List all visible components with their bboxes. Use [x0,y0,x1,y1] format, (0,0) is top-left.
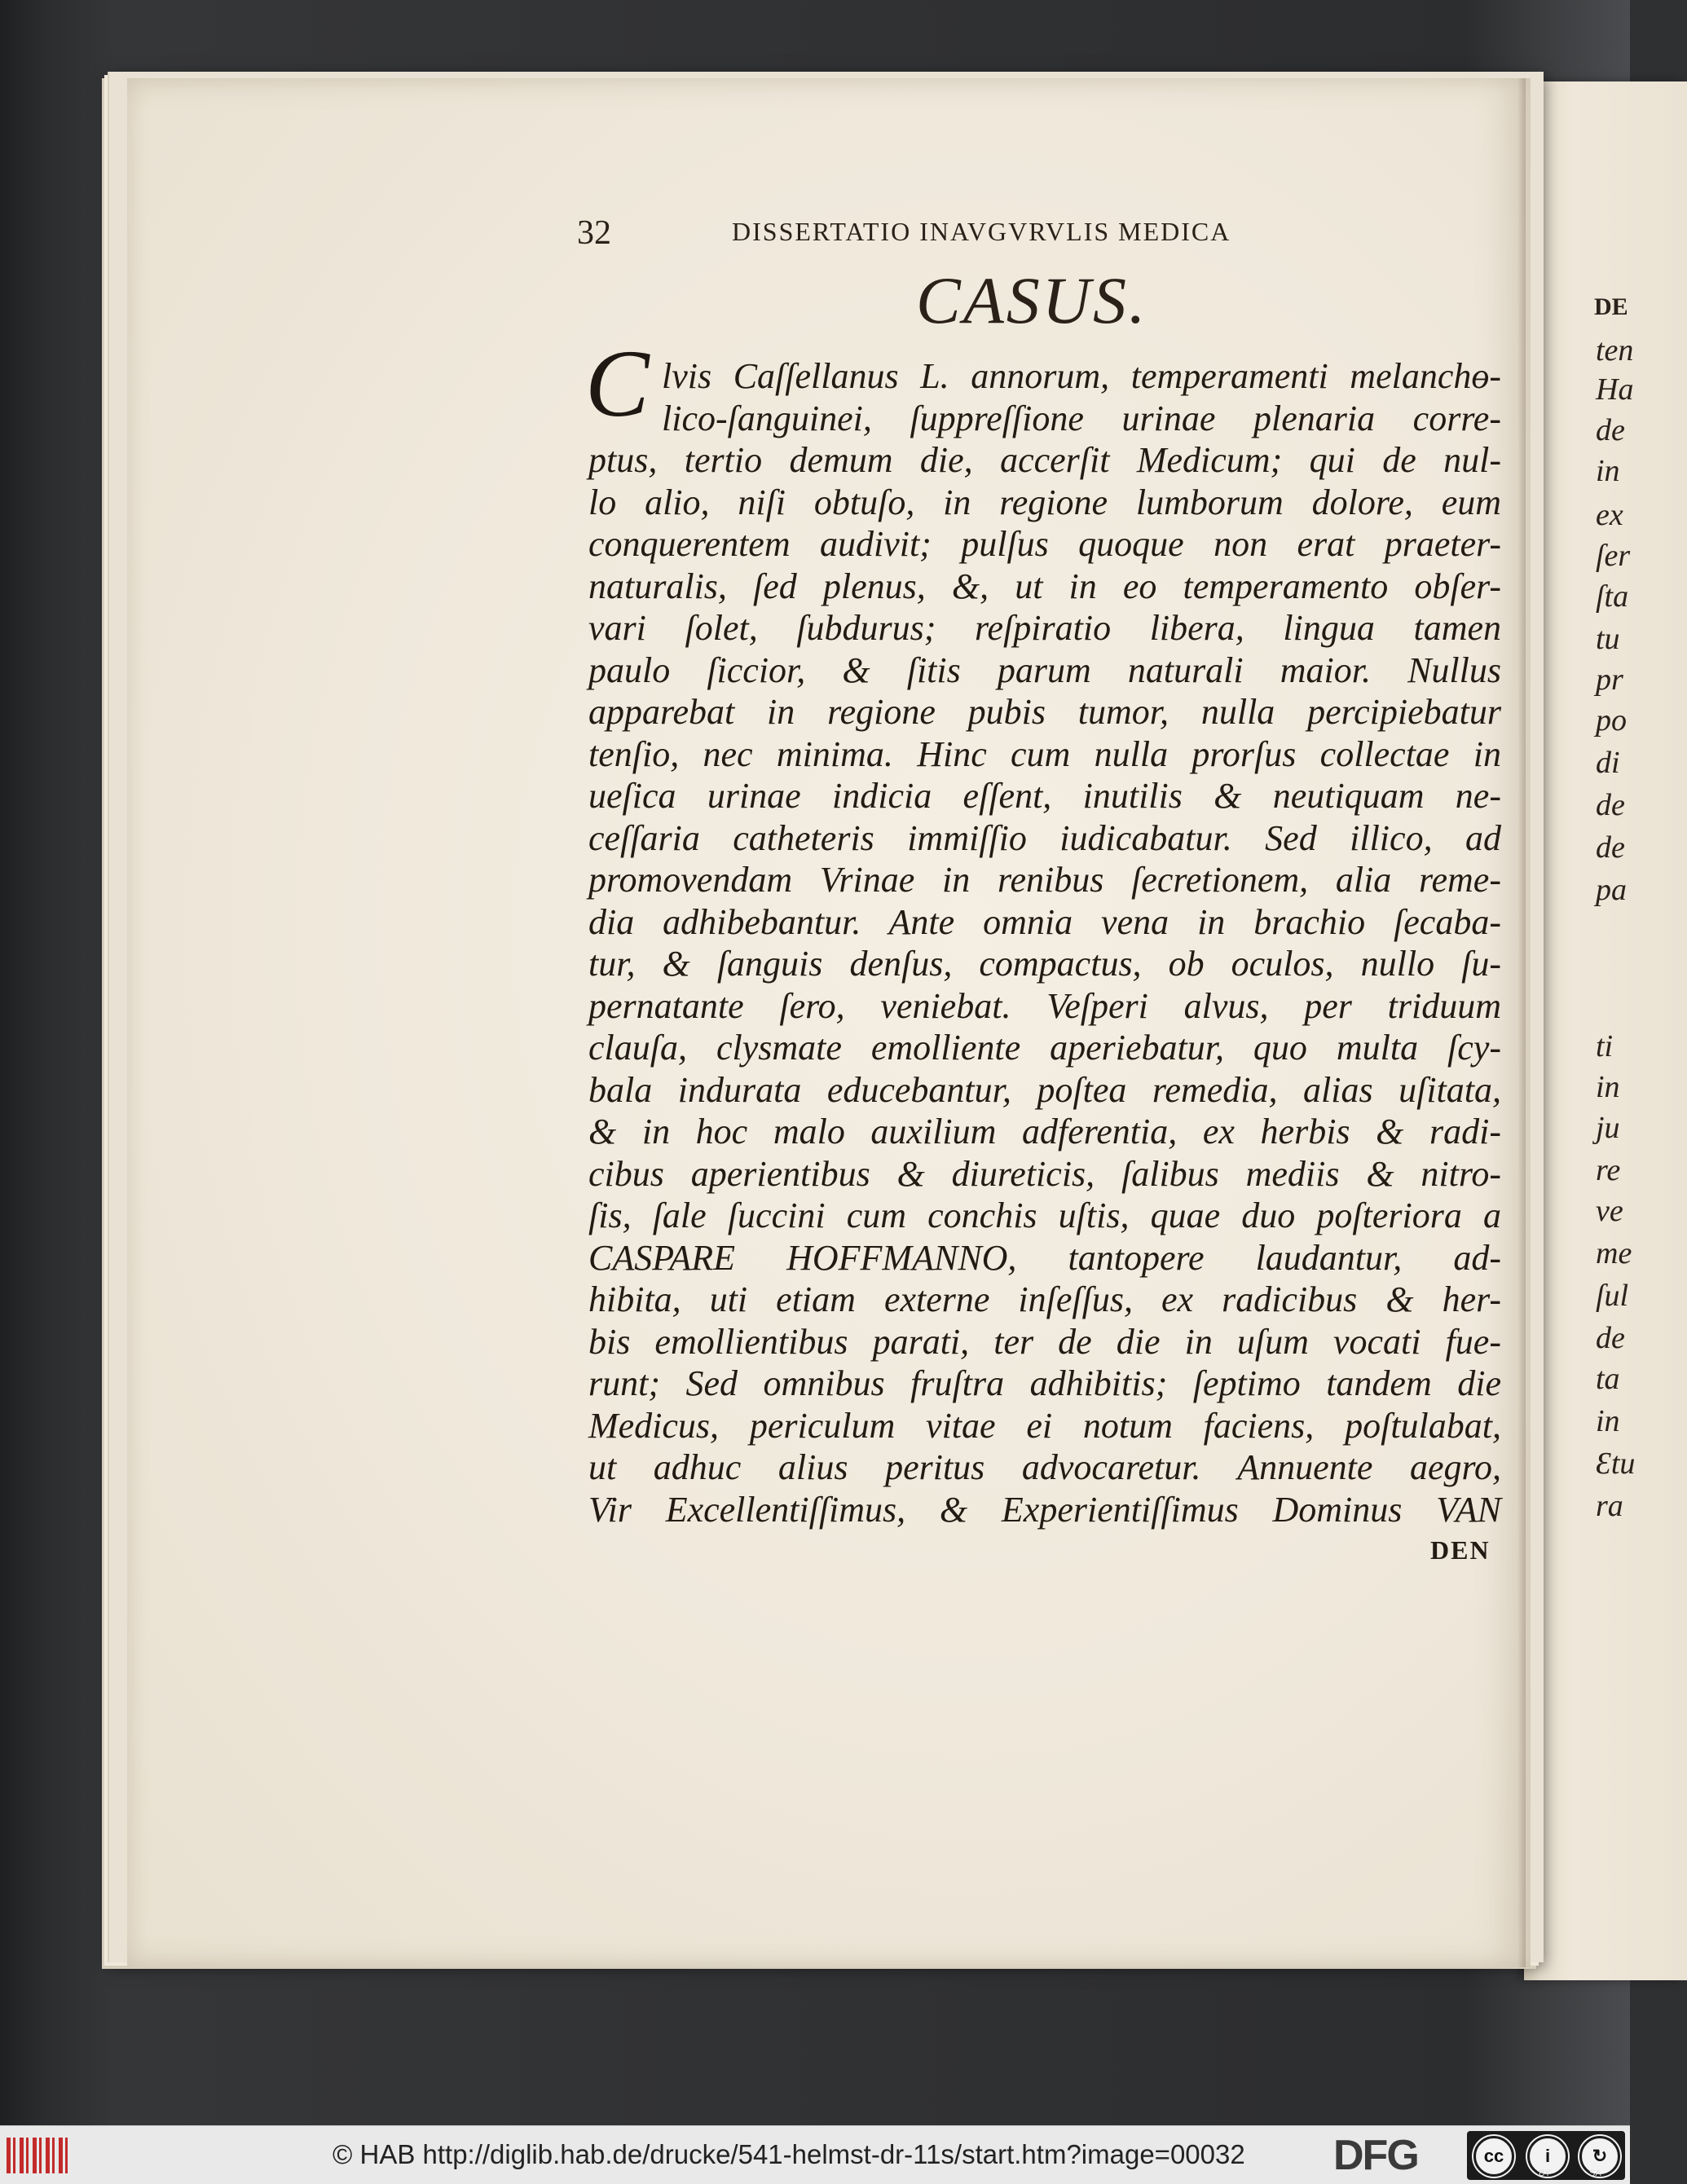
gutter-shadow [1517,78,1526,1967]
text-line: conquerentem audivit; pulſus quoque non erat praeter- [588,524,1501,564]
share-alike-icon: ↻ [1579,2136,1620,2177]
text-line: tur, & ſanguis denſus, compactus, ob oculos, nullo ſu- [588,944,1501,984]
facing-page-fragment: ti [1596,1029,1614,1063]
text-line: ueſica urinae indicia eſſent, inutilis & neutiquam ne- [588,776,1501,816]
facing-page-fragment: me [1596,1236,1632,1270]
facing-page-fragment: ſul [1596,1279,1629,1313]
facing-page-fragment: po [1596,703,1627,738]
facing-page-fragment: ve [1596,1194,1623,1228]
facing-page-fragment: ſer [1596,539,1631,573]
page-number: 32 [577,214,611,252]
facing-page-fragment: ta [1596,1362,1620,1396]
text-line: tenſio, nec minima. Hinc cum nulla prorſus collectae in [588,733,1501,774]
text-line: Vir Excellentiſſimus, & Experientiſſimus Dominus VAN [588,1489,1501,1530]
facing-page-fragment: in [1596,1070,1620,1104]
text-line: vari ſolet, ſubdurus; reſpiratio libera, lingua tamen [588,608,1501,648]
facing-page-fragment: Ha [1596,372,1634,407]
text-line: dia adhibebantur. Ante omnia vena in brachio ſecaba- [588,901,1501,942]
cc-icon: cc [1473,2136,1514,2177]
attribution-icon: i [1527,2136,1568,2177]
facing-page-fragment: pr [1596,663,1623,697]
facing-page-fragment: ex [1596,498,1623,532]
text-line: Medicus, periculum vitae ei notum faciens, poſtulabat, [588,1405,1501,1446]
text-line: ut adhuc alius peritus advocaretur. Annuente aegro, [588,1447,1501,1487]
text-line: clauſa, clysmate emolliente aperiebatur, quo multa ſcy- [588,1028,1501,1068]
cc-license-badge[interactable] [1467,2131,1625,2180]
text-line: CASPARE HOFFMANNO, tantopere laudantur, ad- [588,1237,1501,1278]
text-line: pernatante ſero, veniebat. Veſperi alvus, per triduum [588,985,1501,1026]
text-line: lvis Caſſellanus L. annorum, temperamenti melanchө- [662,356,1501,396]
text-line: runt; Sed omnibus fruſtra adhibitis; ſeptimo tandem die [588,1363,1501,1403]
facing-page-fragment: re [1596,1153,1621,1187]
text-line: promovendam Vrinae in renibus ſecretionem, alia reme- [588,860,1501,900]
text-line: lo alio, niſi obtuſo, in regione lumborum dolore, eum [588,482,1501,522]
page-header [577,214,1324,254]
facing-page-fragment: ju [1596,1111,1620,1145]
hab-logo-icon [7,2138,70,2173]
facing-page-fragment: de [1596,830,1625,865]
text-line: & in hoc malo auxilium adferentia, ex herbis & radi- [588,1112,1501,1151]
text-line: ptus, tertio demum die, accerſit Medicum; qui de nul- [588,440,1501,480]
facing-page-fragment: di [1596,746,1620,780]
drop-cap: C [585,330,650,437]
section-title: CASUS. [916,263,1148,337]
facing-page-fragment: DE [1594,293,1628,320]
facing-page-fragment: ra [1596,1489,1623,1523]
text-line: apparebat in regione pubis tumor, nulla percipiebatur [588,692,1501,732]
text-line: ceſſaria catheteris immiſſio iudicabatur. Sed illico, ad [588,817,1501,858]
text-line: ſis, ſale ſuccini cum conchis uſtis, quae duo poſteriora a [588,1195,1501,1235]
footer-bar [0,2125,1630,2184]
facing-page-fragment: in [1596,1404,1620,1438]
dfg-logo: DFG [1333,2132,1418,2179]
text-line: paulo ſiccior, & ſitis parum naturali maior. Nullus [588,649,1501,690]
facing-page-fragment: Ɛtu [1596,1446,1636,1481]
facing-page-fragment: in [1596,454,1620,488]
facing-page-fragment: ten [1596,333,1634,368]
text-line: bala indurata educebantur, poſtea remedia, alias uſitata, [588,1069,1501,1110]
facing-page-fragment: de [1596,413,1625,447]
catchword: DEN [1430,1535,1491,1565]
text-line: hibita, uti etiam externe inſeſſus, ex radicibus & her- [588,1279,1501,1319]
text-line: cibus aperientibus & diureticis, ſalibus mediis & nitro- [588,1153,1501,1194]
text-line: bis emollientibus parati, ter de die in uſum vocati fue- [588,1321,1501,1362]
license-sa-label: SA [1589,2169,1601,2178]
running-head: DISSERTATIO INAVGVRVLIS MEDICA [732,217,1231,246]
text-line: naturalis, ſed plenus, &, ut in eo temperamento obſer- [588,566,1501,606]
footer-citation[interactable]: © HAB http://diglib.hab.de/drucke/541-helmst-dr-11s/start.htm?image=00032 [333,2139,1245,2169]
license-by-label: BY [1539,2169,1551,2178]
facing-page-fragment: de [1596,788,1625,822]
facing-page-fragment: de [1596,1321,1625,1355]
facing-page-fragment: pa [1596,873,1627,907]
facing-page-fragment: ſta [1596,579,1629,614]
facing-page-fragment: tu [1596,622,1620,656]
text-line: lico-ſanguinei, ſuppreſſione urinae plenaria corre- [662,398,1501,438]
